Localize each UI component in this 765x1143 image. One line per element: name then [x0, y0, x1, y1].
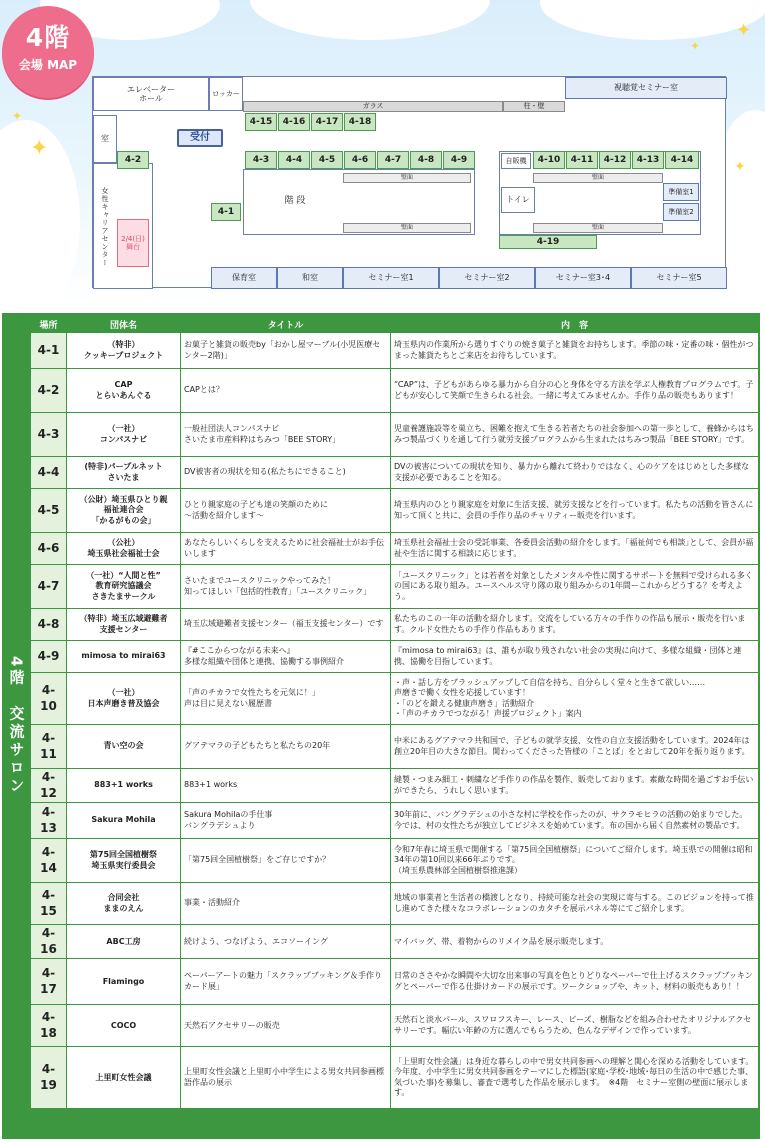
map-nursery: 保育室: [211, 267, 277, 289]
organization-cell: CAP とらいあんぐる: [67, 369, 181, 413]
header-title: タイトル: [181, 316, 391, 333]
booth-4-4: 4-4: [278, 151, 310, 169]
title-cell: 埼玉広域避難者支援センター（福玉支援センター）です: [181, 609, 391, 641]
map-seminar-2: セミナー室2: [439, 267, 535, 289]
content-cell: 日常のささやかな瞬間や大切な出来事の写真を色とりどりなペーパーで仕上げるスクラップブッキングとペーパーで作る仕掛けカードの展示です。ワークショップや、キット、材料の販売もあり！！: [391, 959, 759, 1005]
booth-number-cell: 4-16: [31, 925, 67, 959]
title-cell: 事業・活動紹介: [181, 883, 391, 925]
map-elevator-hall: エレベーター ホール: [93, 77, 209, 111]
booth-number-cell: 4-17: [31, 959, 67, 1005]
organization-cell: （一社）“人間と性” 教育研究協議会 さきたまサークル: [67, 565, 181, 609]
booth-number-cell: 4-3: [31, 413, 67, 457]
table-row: [31, 609, 759, 641]
title-cell: 883+1 works: [181, 769, 391, 803]
sparkle-icon: ✦: [734, 159, 746, 175]
table-row: [31, 839, 759, 883]
organization-cell: （一社） 日本声磨き普及協会: [67, 673, 181, 725]
organization-cell: mimosa to mirai63: [67, 641, 181, 673]
title-cell: CAPとは？: [181, 369, 391, 413]
content-cell: “CAP”は、子どもがあらゆる暴力から自分の心と身体を守る方法を学ぶ人権教育プログラムです。子どもが安心して笑顔で生きられる社会。一緒に考えてみませんか。手作り品の販売もあります！: [391, 369, 759, 413]
booth-number-cell: 4-13: [31, 803, 67, 839]
map-prep-room-2: 準備室2: [663, 203, 699, 221]
table-row: [31, 413, 759, 457]
content-cell: 地域の事業者と生活者の橋渡しとなり、持続可能な社会の実現に寄与する。このビジョンを持って推し進めてきた様々なコラボレーションのカタチを展示パネル等にてご紹介します。: [391, 883, 759, 925]
organization-cell: （公社） 埼玉県社会福祉士会: [67, 533, 181, 565]
table-row: [31, 333, 759, 369]
content-cell: 私たちのこの一年の活動を紹介します。交流をしている方々の手作りの作品も展示・販売を行います。クルド女性たちの手作り作品もあります。: [391, 609, 759, 641]
title-cell: 「第75回全国植樹祭」をご存じですか？: [181, 839, 391, 883]
booth-4-19: 4-19: [499, 235, 597, 249]
map-wall: 壁面: [343, 223, 471, 233]
floor-number: 4階: [25, 23, 71, 52]
booth-4-2: 4-2: [117, 151, 149, 169]
schedule-table-panel: [2, 313, 760, 1139]
table-row: [31, 565, 759, 609]
title-cell: Sakura Mohilaの手仕事 バングラデシュより: [181, 803, 391, 839]
content-cell: 児童養護施設等を巣立ち、困難を抱えて生きる若者たちの社会参加への第一歩として、養蜂からはちみつ製品づくりを通して行う就労支援プログラムから生まれたはちみつ製品「BEE STORY」です。: [391, 413, 759, 457]
title-cell: 上里町女性会議と上里町小中学生による男女共同参画標語作品の展示: [181, 1047, 391, 1109]
cloud-decoration: [250, 0, 490, 40]
table-row: [31, 673, 759, 725]
map-seminar-3-4: セミナー室3･4: [535, 267, 631, 289]
map-wall: 壁面: [533, 173, 663, 183]
table-row: [31, 641, 759, 673]
organization-cell: (特非)パープルネット さいたま: [67, 457, 181, 489]
booth-number-cell: 4-7: [31, 565, 67, 609]
booth-number-cell: 4-10: [31, 673, 67, 725]
booth-number-cell: 4-18: [31, 1005, 67, 1047]
content-cell: 中米にあるグアテマラ共和国で、子どもの就学支援、女性の自立支援活動をしています。2024年は創立20年目の大きな節目。関わってくださった皆様の「ことば」をとおして20年を振り返ります。: [391, 725, 759, 769]
organization-cell: 合同会社 ままのえん: [67, 883, 181, 925]
organization-cell: （公財）埼玉県ひとり親 福祉連合会 「かるがもの会」: [67, 489, 181, 533]
map-seminar-1: セミナー室1: [343, 267, 439, 289]
booth-4-9: 4-9: [443, 151, 475, 169]
map-prep-room-1: 準備室1: [663, 183, 699, 201]
booth-4-14: 4-14: [665, 151, 699, 169]
content-cell: 埼玉県内のひとり親家庭を対象に生活支援、就労支援などを行っています。私たちの活動を皆さんに知って頂くと共に、会員の手作り品のチャリティー販売を行います。: [391, 489, 759, 533]
header-place: 場所: [31, 316, 67, 333]
floor-map: [92, 76, 726, 288]
header-org: 団体名: [67, 316, 181, 333]
booth-number-cell: 4-15: [31, 883, 67, 925]
map-area: [0, 0, 765, 305]
booth-number-cell: 4-8: [31, 609, 67, 641]
title-cell: あなたらしいくらしを支えるために社会福祉士がお手伝いします: [181, 533, 391, 565]
title-cell: 『#ここからつながる未来へ』 多様な組織や団体と連携、協働する事例紹介: [181, 641, 391, 673]
booth-4-6: 4-6: [344, 151, 376, 169]
schedule-table: [30, 315, 759, 1109]
organization-cell: 上里町女性会議: [67, 1047, 181, 1109]
floor-map-label: 会場 MAP: [18, 58, 78, 72]
side-label-text: 4階 交流サロン: [7, 656, 26, 796]
sparkle-icon: ✦: [690, 39, 701, 53]
map-vending: 自販機: [501, 153, 531, 169]
map-room-label: 室: [93, 115, 117, 163]
booth-4-1: 4-1: [211, 203, 241, 221]
booth-number-cell: 4-4: [31, 457, 67, 489]
booth-number-cell: 4-1: [31, 333, 67, 369]
table-row: [31, 369, 759, 413]
table-row: [31, 925, 759, 959]
table-row: [31, 725, 759, 769]
map-av-seminar-room: 視聴覚セミナー室: [565, 77, 727, 99]
content-cell: 「上里町女性会議」は身近な暮らしの中で男女共同参画への理解と関心を深める活動をしています。今年度、小中学生に男女共同参画をテーマにした標語(家庭･学校･地域･毎日の生活の中で感じた事、気づいた事)を募集し、審査で選考した作品を展示します。 ※4階 セミナー室側の壁面に展示します。: [391, 1047, 759, 1109]
map-glass-wall: ガラス: [243, 101, 503, 112]
booth-4-12: 4-12: [599, 151, 631, 169]
title-cell: 一般社団法人コンパスナビ さいたま市産料粋はちみつ「BEE STORY」: [181, 413, 391, 457]
map-stage: 2/4(日) 舞台: [117, 219, 149, 267]
sparkle-icon: ✦: [30, 136, 49, 161]
title-cell: DV被害者の現状を知る(私たちにできること): [181, 457, 391, 489]
organization-cell: （特非） クッキープロジェクト: [67, 333, 181, 369]
content-cell: 縫製・つまみ細工・刺繍など手作りの作品を製作、販売しております。素敵な時間を過ごすお手伝いができたら、うれしく思います。: [391, 769, 759, 803]
organization-cell: 青い空の会: [67, 725, 181, 769]
content-cell: 埼玉県社会福祉士会の受託事業、各委員会活動の紹介をします。｢福祉何でも相談｣として、会員が福祉や生活に関する相談に応じます。: [391, 533, 759, 565]
booth-4-5: 4-5: [311, 151, 343, 169]
map-japanese-room: 和室: [277, 267, 343, 289]
side-label: [4, 315, 30, 1137]
organization-cell: 第75回全国植樹祭 埼玉県実行委員会: [67, 839, 181, 883]
organization-cell: Flamingo: [67, 959, 181, 1005]
table-row: [31, 1005, 759, 1047]
booth-number-cell: 4-2: [31, 369, 67, 413]
table-row: [31, 959, 759, 1005]
map-wall: 壁面: [533, 223, 663, 233]
content-cell: 天然石と淡水パール、スワロフスキー、レース、ビーズ、樹脂などを組み合わせたオリジナルアクセサリーです。幅広い年齢の方に選んでもらうため、色んなデザインで作っています。: [391, 1005, 759, 1047]
sparkle-icon: ✦: [12, 109, 23, 123]
title-cell: ひとり親家庭の子ども達の笑顔のために ～活動を紹介します～: [181, 489, 391, 533]
table-row: [31, 1047, 759, 1109]
table-row: [31, 489, 759, 533]
map-seminar-5: セミナー室5: [631, 267, 727, 289]
booth-4-8: 4-8: [410, 151, 442, 169]
booth-number-cell: 4-9: [31, 641, 67, 673]
map-toilet: トイレ: [501, 187, 535, 213]
table-body: [31, 333, 759, 1109]
booth-number-cell: 4-14: [31, 839, 67, 883]
floor-badge: [2, 6, 94, 98]
table-header-row: [31, 316, 759, 333]
map-stairs: 階 段: [284, 195, 306, 206]
organization-cell: 883+1 works: [67, 769, 181, 803]
booth-number-cell: 4-5: [31, 489, 67, 533]
organization-cell: Sakura Mohila: [67, 803, 181, 839]
title-cell: お菓子と雑貨の販売by「おかし屋マーブル(小児医療センター2階)」: [181, 333, 391, 369]
map-reception: 受付: [177, 129, 223, 147]
content-cell: DVの被害についての現状を知り、暴力から離れて終わりではなく、心のケアをはじめとした多様な支援が必要であることを知る。: [391, 457, 759, 489]
title-cell: ペーパーアートの魅力「スクラップブッキング＆手作りカード展」: [181, 959, 391, 1005]
content-cell: 令和7年春に埼玉県で開催する「第75回全国植樹祭」についてご紹介します。埼玉県での開催は昭和34年の第10回以来66年ぶりです。 （埼玉県農林部全国植樹祭推進課）: [391, 839, 759, 883]
content-cell: 30年前に、バングラデシュの小さな村に学校を作ったのが、サクラモヒラの活動の始まりでした。今では、村の女性たちが独立してビジネスを始めています。布の国から届く自然素材の製品です。: [391, 803, 759, 839]
table-row: [31, 769, 759, 803]
booth-4-15: 4-15: [245, 113, 277, 131]
sparkle-icon: ✦: [736, 20, 752, 41]
title-cell: 天然石アクセサリーの販売: [181, 1005, 391, 1047]
table-row: [31, 803, 759, 839]
booth-4-13: 4-13: [632, 151, 664, 169]
booth-number-cell: 4-19: [31, 1047, 67, 1109]
booth-4-3: 4-3: [245, 151, 277, 169]
table-row: [31, 533, 759, 565]
organization-cell: （一社） コンパスナビ: [67, 413, 181, 457]
map-wall: 壁面: [343, 173, 471, 183]
cloud-decoration: [540, 0, 765, 40]
title-cell: さいたまでユースクリニックやってみた！ 知ってほしい「包括的性教育」「ユースクリニック」: [181, 565, 391, 609]
map-locker: ロッカー: [209, 77, 243, 111]
organization-cell: （特非）埼玉広域避難者 支援センター: [67, 609, 181, 641]
content-cell: マイバッグ、帯、着物からのリメイク品を展示販売します。: [391, 925, 759, 959]
booth-number-cell: 4-11: [31, 725, 67, 769]
booth-number-cell: 4-6: [31, 533, 67, 565]
map-pillar-wall: 柱・壁: [503, 101, 565, 112]
table-row: [31, 883, 759, 925]
table-row: [31, 457, 759, 489]
booth-4-16: 4-16: [278, 113, 310, 131]
content-cell: 「ユースクリニック」とは若者を対象としたメンタルや性に関するサポートを無料で受けられる多くの国にある取り組み。ユースヘルス守り隊の取り組みからの1年間ーこれからどうする？を考えよう。: [391, 565, 759, 609]
booth-4-17: 4-17: [311, 113, 343, 131]
content-cell: 埼玉県内の作業所から選りすぐりの焼き菓子と雑貨をお持ちします。季節の味・定番の味・個性がつまった雑貨たちとご来店をお待ちしています。: [391, 333, 759, 369]
booth-4-10: 4-10: [533, 151, 565, 169]
organization-cell: ABC工房: [67, 925, 181, 959]
title-cell: グアテマラの子どもたちと私たちの20年: [181, 725, 391, 769]
map-career-center: 女性キャリアセンター: [101, 187, 110, 267]
booth-4-11: 4-11: [566, 151, 598, 169]
title-cell: 続けよう、つなげよう、エコソーイング: [181, 925, 391, 959]
content-cell: 『mimosa to mirai63』は、誰もが取り残されない社会の実現に向けて、多様な組織・団体と連携、協働を目指しています。: [391, 641, 759, 673]
content-cell: ・声・話し方をブラッシュアップして自信を持ち、自分らしく堂々と生きて欲しい…… 声磨きで働く女性を応援しています！ ・「のどを鍛える健康声磨き」活動紹介 ・「声のチカラでつながる！声援プロジェクト」案内: [391, 673, 759, 725]
booth-number-cell: 4-12: [31, 769, 67, 803]
organization-cell: COCO: [67, 1005, 181, 1047]
booth-4-18: 4-18: [344, 113, 376, 131]
header-content: 内 容: [391, 316, 759, 333]
booth-4-7: 4-7: [377, 151, 409, 169]
title-cell: 「声のチカラで女性たちを元気に！」 声は目に見えない履歴書: [181, 673, 391, 725]
